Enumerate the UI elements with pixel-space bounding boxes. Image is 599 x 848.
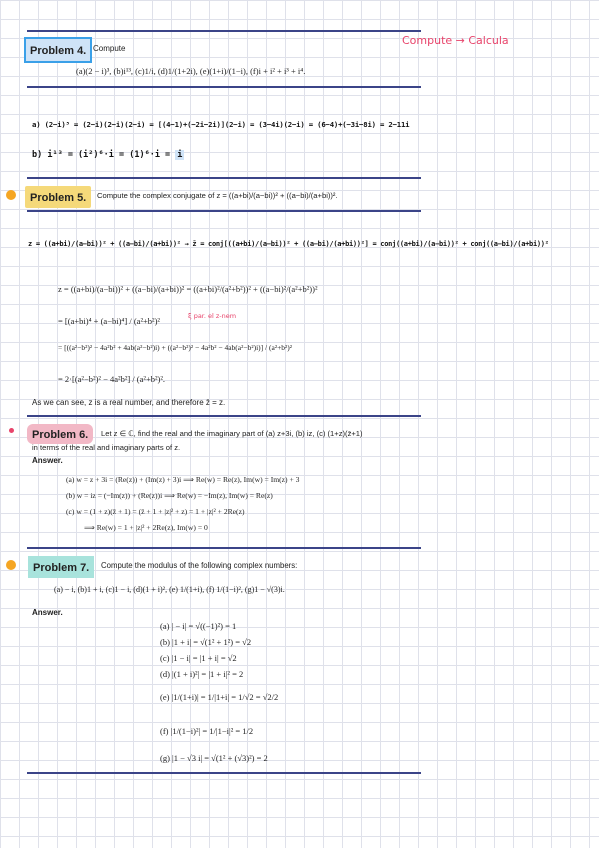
problem-5-prompt: Compute the complex conjugate of z = ((a+bi)/(a−bi))² + ((a−bi)/(a+bi))².: [97, 191, 338, 200]
handwritten-note: Compute → Calcula: [402, 34, 509, 47]
problem-6-prompt-line-2: in terms of the real and imaginary parts of z.: [32, 443, 181, 452]
problem-4-items: (a)(2 − i)³, (b)i¹³, (c)1/i, (d)1/(1+2i), (e)(1+i)/(1−i), (f)i + i² + i³ + i⁴.: [76, 66, 306, 76]
problem-4-title: Problem 4.: [30, 45, 87, 57]
problem-7-title-box: [28, 556, 94, 578]
problem-6-prompt-line-1: Let z ∈ ℂ, find the real and the imaginary part of (a) z+3i, (b) iz, (c) (1+z)(z̄+1): [101, 429, 363, 438]
derivation-line-3: = [((a²−b²)² − 4a²b² + 4ab(a²−b²)i) + ((a²−b²)² − 4a²b² − 4ab(a²−b²)i)] / (a²+b²)²: [58, 343, 293, 352]
handwritten-answer-b: [32, 150, 184, 160]
problem-6-answer-a: (a) w = z + 3i = (Re(z)) + (Im(z) + 3)i ⟹ Re(w) = Re(z), Im(w) = Im(z) + 3: [66, 475, 300, 484]
problem-5-title-box: [25, 186, 91, 208]
rule-top: [27, 30, 421, 32]
problem-7-answer-label: Answer.: [32, 608, 63, 617]
rule-bottom: [27, 772, 421, 774]
problem-5-title: Problem 5.: [30, 192, 87, 204]
derivation-line-1: z = ((a+bi)/(a−bi))² + ((a−bi)/(a+bi))² = ((a+bi)²/(a²+b²))² + ((a−bi)²/(a²+b²))²: [58, 284, 318, 294]
handwritten-conjugate-work: z = ((a+bi)/(a−bi))² + ((a−bi)/(a+bi))² → z̄ = conj[((a+bi)/(a−bi))² + ((a−bi)/(a+bi))²] = conj((a+bi)/(a−bi))² + conj((a−bi)/(a+bi))²: [28, 240, 549, 248]
handwritten-answer-a: a) (2−i)³ = (2−i)(2−i)(2−i) = [(4−1)+(−2i−2i)](2−i) = (3−4i)(2−i) = (6−4)+(−3i−8i) = 2−11i: [32, 120, 410, 129]
handwritten-answer-b-result: i: [177, 150, 183, 160]
problem-4-prompt: Compute: [93, 44, 126, 53]
orange-dot-marker-2: [6, 560, 16, 570]
problem-7-answer-d: (d) |(1 + i)²| = |1 + i|² = 2: [160, 669, 244, 679]
rule-p5: [27, 210, 421, 212]
derivation-annotation: ξ par. el z-nem: [188, 312, 237, 320]
problem-7-answer-b: (b) |1 + i| = √(1² + 1²) = √2: [160, 637, 252, 647]
problem-7-answer-c: (c) |1 − i| = |1 + i| = √2: [160, 653, 237, 663]
problem-6-answer-label: Answer.: [32, 456, 63, 465]
problem-7-title: Problem 7.: [33, 562, 90, 574]
problem-7-answer-f: (f) |1/(1−i)²| = 1/|1−i|² = 1/2: [160, 726, 254, 736]
problem-6-answer-c-result: ⟹ Re(w) = 1 + |z|² + 2Re(z), Im(w) = 0: [84, 523, 208, 532]
derivation-line-4: = 2·[(a²−b²)² − 4a²b²] / (a²+b²)².: [58, 374, 166, 384]
problem-6-answer-b: (b) w = iz = (−Im(z)) + (Re(z))i ⟹ Re(w) = −Im(z), Im(w) = Re(z): [66, 491, 273, 500]
rule-p5-top: [27, 177, 421, 179]
handwritten-answer-b-text: b) i¹³ = (i²)⁶·i = (1)⁶·i =: [32, 150, 171, 160]
rule-p6-top: [27, 415, 421, 417]
rule-p7-top: [27, 547, 421, 549]
problem-5-conclusion: As we can see, z is a real number, and therefore z̄ = z.: [32, 398, 226, 407]
problem-6-answer-c: (c) w = (1 + z)(z̄ + 1) = (z̄ + 1 + |z|² + z) = 1 + |z|² + 2Re(z): [66, 507, 245, 516]
problem-7-items: (a) − i, (b)1 + i, (c)1 − i, (d)(1 + i)², (e) 1/(1+i), (f) 1/(1−i)², (g)1 − √(3)i.: [54, 585, 285, 594]
problem-4-title-box: [24, 37, 92, 63]
problem-7-answer-a: (a) | − i| = √((−1)²) = 1: [160, 621, 237, 631]
derivation-line-2: = [(a+bi)⁴ + (a−bi)⁴] / (a²+b²)²: [58, 316, 160, 326]
problem-6-title: Problem 6.: [32, 429, 89, 441]
problem-6-title-box: [27, 424, 93, 444]
rule-p4: [27, 86, 421, 88]
problem-7-answer-e: (e) |1/(1+i)| = 1/|1+i| = 1/√2 = √2/2: [160, 692, 279, 702]
problem-7-prompt: Compute the modulus of the following complex numbers:: [101, 561, 298, 570]
red-dot-marker: [9, 428, 14, 433]
problem-7-answer-g: (g) |1 − √3 i| = √(1² + (√3)²) = 2: [160, 753, 268, 763]
orange-dot-marker: [6, 190, 16, 200]
